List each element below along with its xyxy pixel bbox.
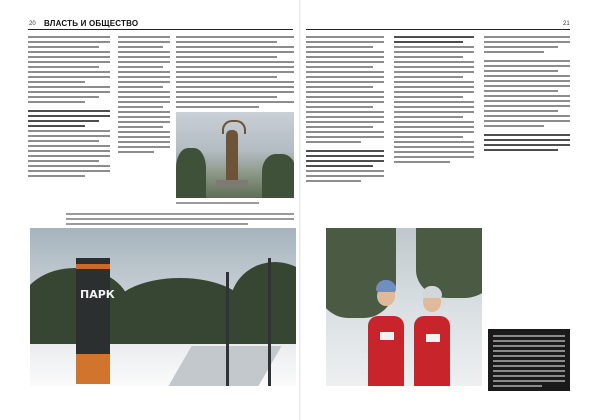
page-number-right: 21: [563, 21, 570, 27]
article-column-5: [394, 36, 474, 166]
sculpture-caption: [176, 202, 294, 207]
sidebar-caption-box: [488, 329, 570, 391]
header-rule-right: [306, 29, 570, 30]
center-gutter: [299, 0, 301, 420]
deer-sculpture-photo: [176, 112, 294, 198]
volunteers-photo: [326, 228, 482, 386]
volunteer-right: [412, 282, 452, 386]
article-column-1: [28, 36, 110, 180]
article-column-2: [118, 36, 170, 156]
section-title: ВЛАСТЬ И ОБЩЕСТВО: [44, 19, 139, 28]
park-sign-text: ПАРК: [80, 288, 115, 301]
article-column-6: [484, 36, 570, 154]
header-rule-left: [28, 29, 293, 30]
page-number-left: 20: [29, 21, 36, 27]
article-column-3: [176, 36, 294, 111]
park-sign: [76, 258, 115, 384]
city-park-photo: [30, 228, 296, 386]
volunteer-left: [366, 276, 406, 386]
park-caption: [66, 213, 294, 228]
article-column-4: [306, 36, 384, 185]
